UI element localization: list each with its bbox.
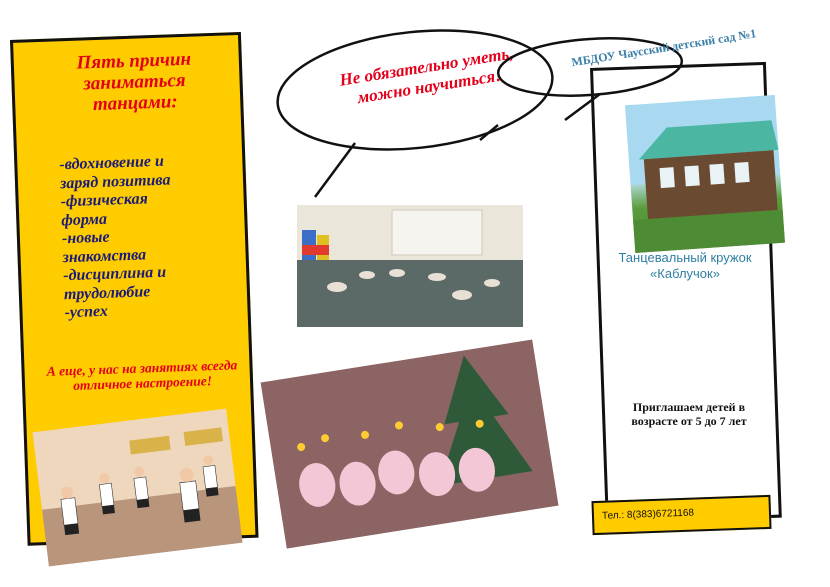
reasons-list <box>59 150 235 322</box>
reason-line: заряд позитива <box>59 170 171 192</box>
dance-hall-photo <box>297 205 523 327</box>
mood-note: А еще, у нас на занятиях всегда отличное настроение! <box>46 357 238 394</box>
kindergarten-photo <box>625 95 785 253</box>
reason-line: трудолюбие <box>63 282 151 303</box>
club-name: Танцевальный кружок «Каблучок» <box>618 250 752 281</box>
reason-line: -успех <box>64 302 109 322</box>
phone-number: Тел.: 8(383)6721168 <box>601 507 695 522</box>
performance-photo <box>261 340 559 549</box>
reason-line: -физическая <box>60 190 149 211</box>
reason-line: форма <box>61 210 108 229</box>
kids-exercise-photo <box>33 409 243 567</box>
invite-text: Приглашаем детей в возрасте от 5 до 7 лет <box>631 400 747 428</box>
school-name: МБДОУ Чаусский детский сад №1 <box>570 26 758 70</box>
reason-line: -дисциплина и <box>62 263 167 285</box>
reason-line: -новые <box>61 228 110 248</box>
reason-line: знакомства <box>62 245 147 266</box>
reason-line: -вдохновение и <box>59 152 165 174</box>
reasons-title: Пять причин заниматься танцами: <box>76 48 192 116</box>
bubble-text: Не обязательно уметь, можно научиться! <box>338 43 515 108</box>
phone-box <box>591 495 771 535</box>
